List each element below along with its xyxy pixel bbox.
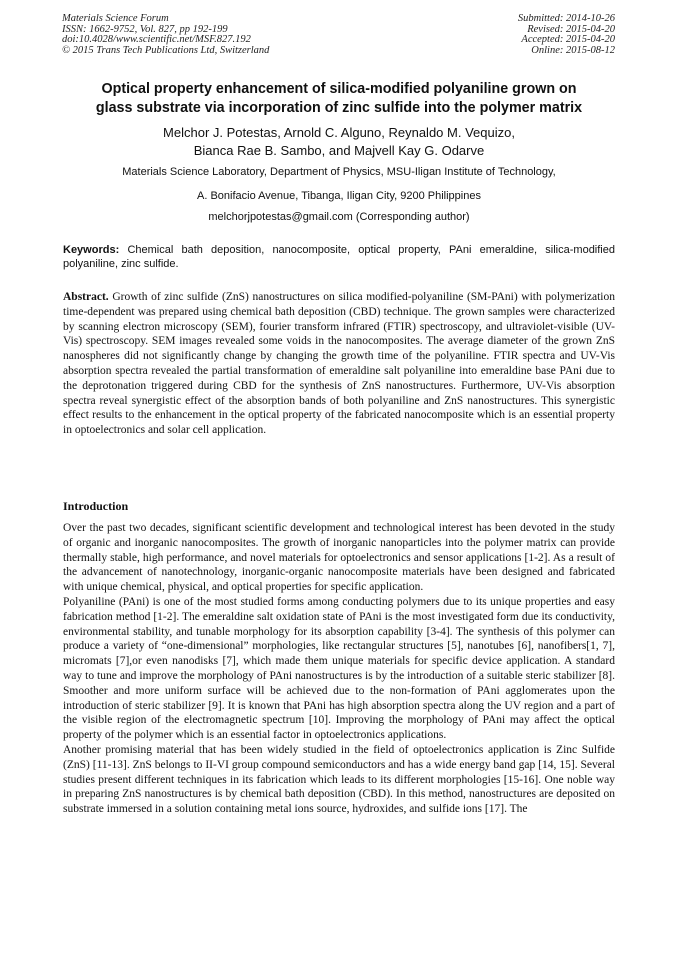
intro-paragraph: Another promising material that has been widely studied in the field of optoelectronics application is Zinc Sulfide (ZnS) [11-13]. ZnS belongs to II-VI group compound semiconductors and has a wide energy band gap [14, 15]. Several studies present different techniques in its fabrication which leads to its different morphologies [15-16]. One noble way in preparing ZnS nanostructures is by chemical bath deposition (CBD). In this method, nanostructures are deposited on substrate immersed in a solution containing metal ions source, hydroxides, and sulfide ions [17]. The: [63, 743, 615, 816]
title-line-2: glass substrate via incorporation of zinc sulfide into the polymer matrix: [95, 99, 583, 116]
author-list: [44, 124, 634, 160]
abstract-text: Growth of zinc sulfide (ZnS) nanostructures on silica modified-polyaniline (SM-PAni) with polymerization time-dependent was prepared using chemical bath deposition (CBD) technique. The grown samples were characterized by scanning electron microscopy (SEM), fourier transform infrared (FTIR) spectroscopy, and ultraviolet-visible (UV-Vis) spectroscopy. SEM images revealed some voids in the nanocomposites. The average diameter of the grown ZnS nanospheres did not significantly change by changing the growth time of the polyaniline. FTIR spectra and UV-Vis absorption spectra revealed the partial transformation of emeraldine salt polyaniline into emeraldine base PAni due to the deprotonation triggered during CBD for the synthesis of ZnS nanostructures. Furthermore, UV-Vis absorption spectra reveal synergistic effect of the absorption bands of both polyaniline and ZnS nanostructures. This synergistic effect results to the enhancement in the optical property of the fabricated nanocomposite which is an essential property in optoelectronics and solar cell application.: [63, 291, 615, 437]
author-email: melchorjpotestas@gmail.com (Corresponding author): [208, 211, 470, 223]
keywords-text: Chemical bath deposition, nanocomposite, optical property, PAni emeraldine, silica-modified polyaniline, zinc sulfide.: [63, 244, 615, 270]
abstract-label: Abstract.: [63, 291, 109, 303]
journal-info: [62, 14, 269, 56]
keywords-label: Keywords:: [63, 244, 120, 256]
title-line-1: Optical property enhancement of silica-modified polyaniline grown on: [101, 81, 577, 97]
keywords: [63, 244, 615, 271]
issn: ISSN: 1662-9752, Vol. 827, pp 192-199: [62, 23, 228, 35]
publication-dates: [518, 14, 615, 56]
authors-line-1: Melchor J. Potestas, Arnold C. Alguno, Reynaldo M. Vequizo,: [163, 125, 515, 140]
affiliation-line-1: Materials Science Laboratory, Department of Physics, MSU-Iligan Institute of Technology,: [122, 166, 556, 178]
introduction-body: [63, 521, 615, 817]
accepted-date: Accepted: 2015-04-20: [521, 34, 615, 46]
copyright: © 2015 Trans Tech Publications Ltd, Switzerland: [62, 44, 270, 56]
abstract: [63, 290, 615, 438]
journal-name: Materials Science Forum: [62, 13, 169, 24]
online-date: Online: 2015-08-12: [531, 44, 615, 56]
revised-date: Revised: 2015-04-20: [527, 23, 615, 35]
section-heading-introduction: Introduction: [63, 499, 129, 513]
authors-line-2: Bianca Rae B. Sambo, and Majvell Kay G. Odarve: [193, 143, 485, 158]
intro-paragraph: Polyaniline (PAni) is one of the most studied forms among conducting polymers due to its unique properties and easy fabrication method [1-2]. The emeraldine salt oxidation state of PAni is the most investigated form due its conductivity, environmental stability, and tunable morphology for its absorption capability [3-4]. The synthesis of this polymer can produce a variety of “one-dimensional” morphologies, like rectangular structures [5], nanotubes [6], nanofibers[1, 7], micromats [7],or even nanodisks [7], which made them unique materials for specific device application. A standard way to tune and improve the morphology of PAni nanostructures is by the introduction of a suitable steric stabilizer [8]. Smoother and more uniform surface will be achieved due to the non-formation of PAni agglomerates upon the introduction of steric stabilizer [9]. It is known that PAni has high absorption spectra along the UV region and a part of the visible region of the electromagnetic spectrum [10]. Improving the morphology of PAni may affect the optical property of the polymer which is an essential factor in optoelectronics applications.: [63, 595, 615, 742]
doi: doi:10.4028/www.scientific.net/MSF.827.192: [62, 34, 251, 46]
submitted-date: Submitted: 2014-10-26: [517, 13, 615, 24]
paper-title: [44, 80, 634, 117]
affiliation-line-2: A. Bonifacio Avenue, Tibanga, Iligan City, 9200 Philippines: [197, 190, 481, 202]
intro-paragraph: Over the past two decades, significant scientific development and technological interest has been devoted in the study of organic and inorganic nanocomposites. The growth of inorganic nanoparticles into the polymer matrix can provide thermally stable, high performance, and novel materials for optoelectronics and sensor applications [1-2]. As a result of the advancement of nanotechnology, inorganic-organic nanocomposite materials have been designed and fabricated with unique chemical, physical, and optical properties for specific application.: [63, 522, 615, 594]
